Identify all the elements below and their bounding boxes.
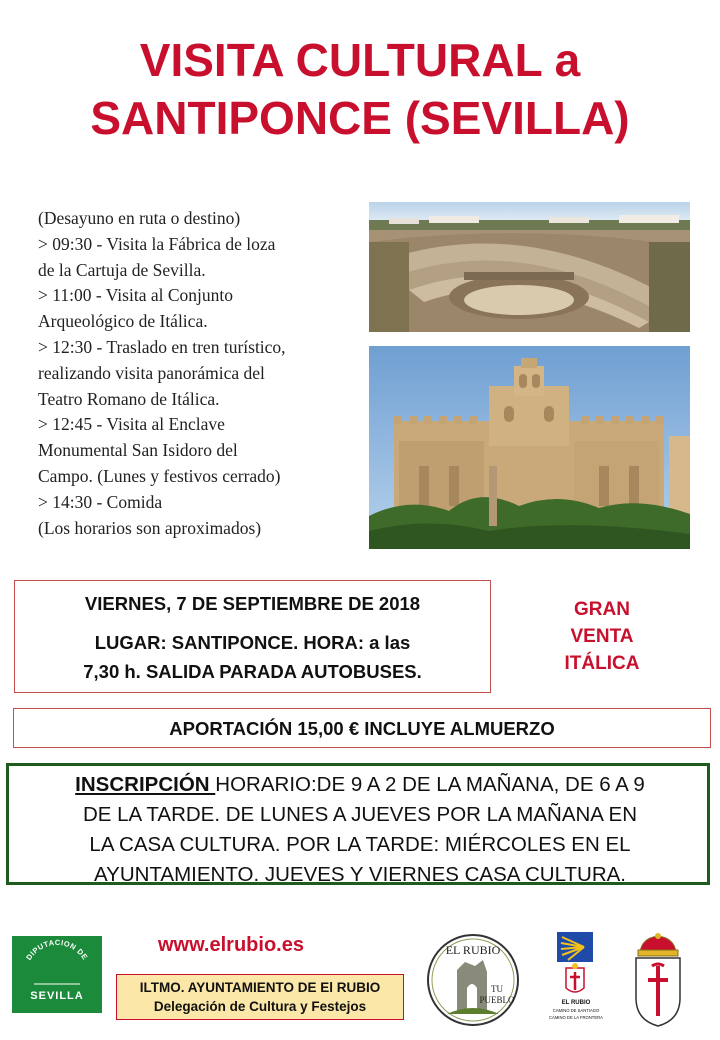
diputacion-logo-top-text: DIPUTACION DE	[24, 937, 90, 962]
itinerary-line: > 12:45 - Visita al Enclave	[38, 414, 225, 435]
aportacion-box	[13, 708, 711, 748]
itinerary-line: > 11:00 - Visita al Conjunto	[38, 285, 233, 306]
ayuntamiento-box	[116, 974, 404, 1020]
camino-logo-text-3: CAMINO DE LA FRONTERA	[549, 1015, 603, 1020]
camino-santiago-logo	[544, 930, 608, 1028]
camino-logo-text-1: EL RUBIO	[561, 1000, 591, 1006]
event-place-line-2: 7,30 h. SALIDA PARADA AUTOBUSES.	[83, 661, 422, 682]
title-line-1: VISITA CULTURAL a	[139, 34, 581, 86]
itinerary-line: Arqueológico de Itálica.	[38, 311, 208, 332]
itinerary-line: Campo. (Lunes y festivos cerrado)	[38, 465, 281, 486]
itinerary-line: > 12:30 - Traslado en tren turístico,	[38, 336, 286, 357]
itinerary-line: (Desayuno en ruta o destino)	[38, 208, 241, 228]
itinerary-line: Teatro Romano de Itálica.	[38, 388, 220, 409]
roman-theatre-photo	[369, 202, 690, 332]
monastery-photo	[369, 346, 690, 549]
tu-pueblo-bottom-text: PUEBLO	[479, 995, 515, 1005]
event-info-box	[14, 580, 491, 693]
itinerary-line: > 09:30 - Visita la Fábrica de loza	[38, 233, 276, 254]
inscripcion-label: INSCRIPCIÓN	[75, 773, 216, 796]
itinerary-line: realizando visita panorámica del	[38, 362, 265, 383]
inscripcion-line-4: AYUNTAMIENTO. JUEVES Y VIERNES CASA CULTURA.	[94, 863, 626, 886]
svg-text:DIPUTACION DE	[24, 938, 90, 962]
event-date: VIERNES, 7 DE SEPTIEMBRE DE 2018	[84, 593, 421, 614]
title-line-2: SANTIPONCE (SEVILLA)	[90, 92, 630, 144]
el-rubio-tu-pueblo-logo	[425, 932, 521, 1028]
diputacion-sevilla-logo	[12, 936, 102, 1013]
delegacion-name: Delegación de Cultura y Festejos	[153, 999, 367, 1014]
itinerary	[38, 206, 358, 541]
gran-venta-line: ITÁLICA	[564, 653, 640, 674]
inscripcion-line-3: LA CASA CULTURA. POR LA TARDE: MIÉRCOLES EN EL	[89, 833, 631, 856]
el-rubio-coat-of-arms	[630, 932, 686, 1028]
gran-venta-italica	[540, 596, 664, 677]
inscripcion-box	[6, 763, 710, 885]
itinerary-line: Monumental San Isidoro del	[38, 440, 238, 461]
itinerary-line: de la Cartuja de Sevilla.	[38, 259, 206, 280]
ayuntamiento-name: ILTMO. AYUNTAMIENTO DE El RUBIO	[139, 980, 381, 995]
inscripcion-line-2: DE LA TARDE. DE LUNES A JUEVES POR LA MAÑANA EN	[82, 803, 638, 826]
tu-pueblo-top-text: EL RUBIO	[445, 943, 501, 957]
event-place-line-1: LUGAR: SANTIPONCE. HORA: a las	[94, 632, 411, 653]
tu-pueblo-tu-text: TU	[491, 984, 503, 994]
itinerary-line: (Los horarios son aproximados)	[38, 517, 262, 538]
gran-venta-line: VENTA	[570, 626, 634, 647]
itinerary-line: > 14:30 - Comida	[38, 491, 163, 512]
website-link[interactable]: www.elrubio.es	[158, 934, 304, 956]
inscripcion-line-1: HORARIO:DE 9 A 2 DE LA MAÑANA, DE 6 A 9	[215, 773, 645, 796]
diputacion-logo-bottom-text: SEVILLA	[30, 990, 84, 1002]
aportacion-text: APORTACIÓN 15,00 € INCLUYE ALMUERZO	[169, 718, 555, 739]
gran-venta-line: GRAN	[574, 599, 630, 620]
camino-logo-text-2: CAMINO DE SANTIAGO	[552, 1008, 600, 1013]
